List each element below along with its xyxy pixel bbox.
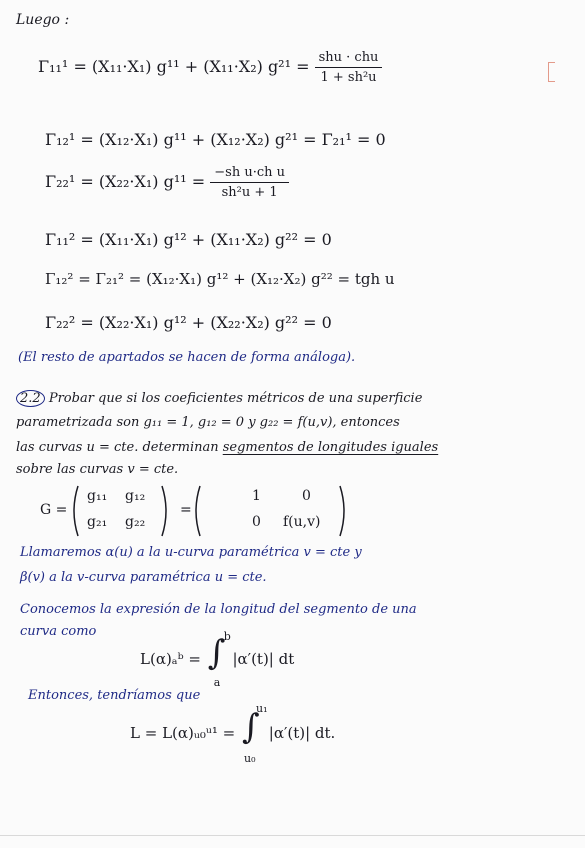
matrix-val-11: 1 [252, 488, 261, 504]
matrix-sym-12: g₁₂ [125, 488, 146, 504]
para3-line-1: Entonces, tendríamos que [28, 688, 201, 703]
matrix-val-21: 0 [252, 514, 261, 530]
problem-text-3a: las curvas u = cte. determinan [16, 440, 223, 455]
heading: Luego : [16, 12, 70, 28]
matrix-sym-11: g₁₁ [87, 488, 108, 504]
metric-matrix [40, 482, 340, 542]
note-rest: (El resto de apartados se hacen de forma análoga). [18, 350, 356, 365]
integral-sign-1: ∫ b a [207, 630, 231, 689]
formula1-upper: b [223, 630, 231, 643]
para1-line-1: Llamaremos α(u) a la u-curva paramétrica v = cte y [20, 545, 362, 560]
christoffel-eq-6: Γ₂₂² = (X₂₂·X₁) g¹² + (X₂₂·X₂) g²² = 0 [45, 313, 332, 332]
eq3-denominator: sh²u + 1 [221, 185, 278, 200]
eq1-mid: = (X₁₁·X₁) g¹¹ + (X₁₁·X₂) g²¹ = [73, 57, 310, 76]
problem-line-2: parametrizada son g₁₁ = 1, g₁₂ = 0 y g₂₂ = f(u,v), entonces [16, 415, 400, 430]
christoffel-eq-1 [38, 50, 382, 85]
integral-sign-2: ∫ u₁ u₀ [241, 702, 268, 765]
margin-mark [548, 62, 555, 82]
eq1-lhs: Γ₁₁¹ [38, 57, 69, 76]
formula1-lower: a [213, 676, 221, 689]
length-formula-2 [130, 702, 336, 765]
formula1-body: |α′(t)| dt [232, 650, 295, 668]
length-formula-1 [140, 630, 295, 689]
eq3-fraction [210, 165, 289, 200]
problem-line-3 [16, 440, 438, 455]
problem-text-1: Probar que si los coeficientes métricos de una superficie [48, 391, 423, 406]
formula2-lower: u₀ [243, 752, 256, 765]
eq3-lhs: Γ₂₂¹ = (X₂₂·X₁) g¹¹ = [45, 172, 206, 191]
matrix-lhs: G = [40, 502, 68, 518]
formula2-lhs: L = L(α)ᵤ₀ᵘ¹ = [130, 724, 236, 742]
problem-line-4: sobre las curvas v = cte. [16, 462, 179, 477]
matrix-val-22: f(u,v) [283, 514, 321, 530]
problem-number: 2.2 [16, 390, 45, 407]
formula1-lhs: L(α)ₐᵇ = [140, 650, 201, 668]
para1-line-2: β(v) a la v-curva paramétrica u = cte. [20, 570, 267, 585]
matrix-sym-21: g₂₁ [87, 514, 108, 530]
christoffel-eq-5: Γ₁₂² = Γ₂₁² = (X₁₂·X₁) g¹² + (X₁₂·X₂) g²² = tgh u [45, 270, 395, 288]
eq3-numerator: −sh u·ch u [214, 165, 285, 180]
problem-text-3b: segmentos de longitudes iguales [222, 440, 439, 455]
para2-line-1: Conocemos la expresión de la longitud del segmento de una [20, 602, 417, 617]
page-bottom-rule [0, 835, 585, 836]
formula2-body: |α′(t)| dt. [268, 724, 336, 742]
para2-line-2: curva como [20, 624, 97, 639]
christoffel-eq-4: Γ₁₁² = (X₁₁·X₁) g¹² + (X₁₁·X₂) g²² = 0 [45, 230, 332, 249]
problem-line-1 [16, 390, 422, 407]
christoffel-eq-2: Γ₁₂¹ = (X₁₂·X₁) g¹¹ + (X₁₂·X₂) g²¹ = Γ₂₁¹ = 0 [45, 130, 386, 149]
christoffel-eq-3 [45, 165, 289, 200]
matrix-equals: = [180, 502, 192, 518]
eq1-numerator: shu · chu [318, 50, 379, 65]
eq1-fraction [315, 50, 383, 85]
matrix-sym-22: g₂₂ [125, 514, 146, 530]
formula2-upper: u₁ [255, 702, 268, 715]
eq1-denominator: 1 + sh²u [320, 70, 377, 85]
matrix-val-12: 0 [302, 488, 311, 504]
